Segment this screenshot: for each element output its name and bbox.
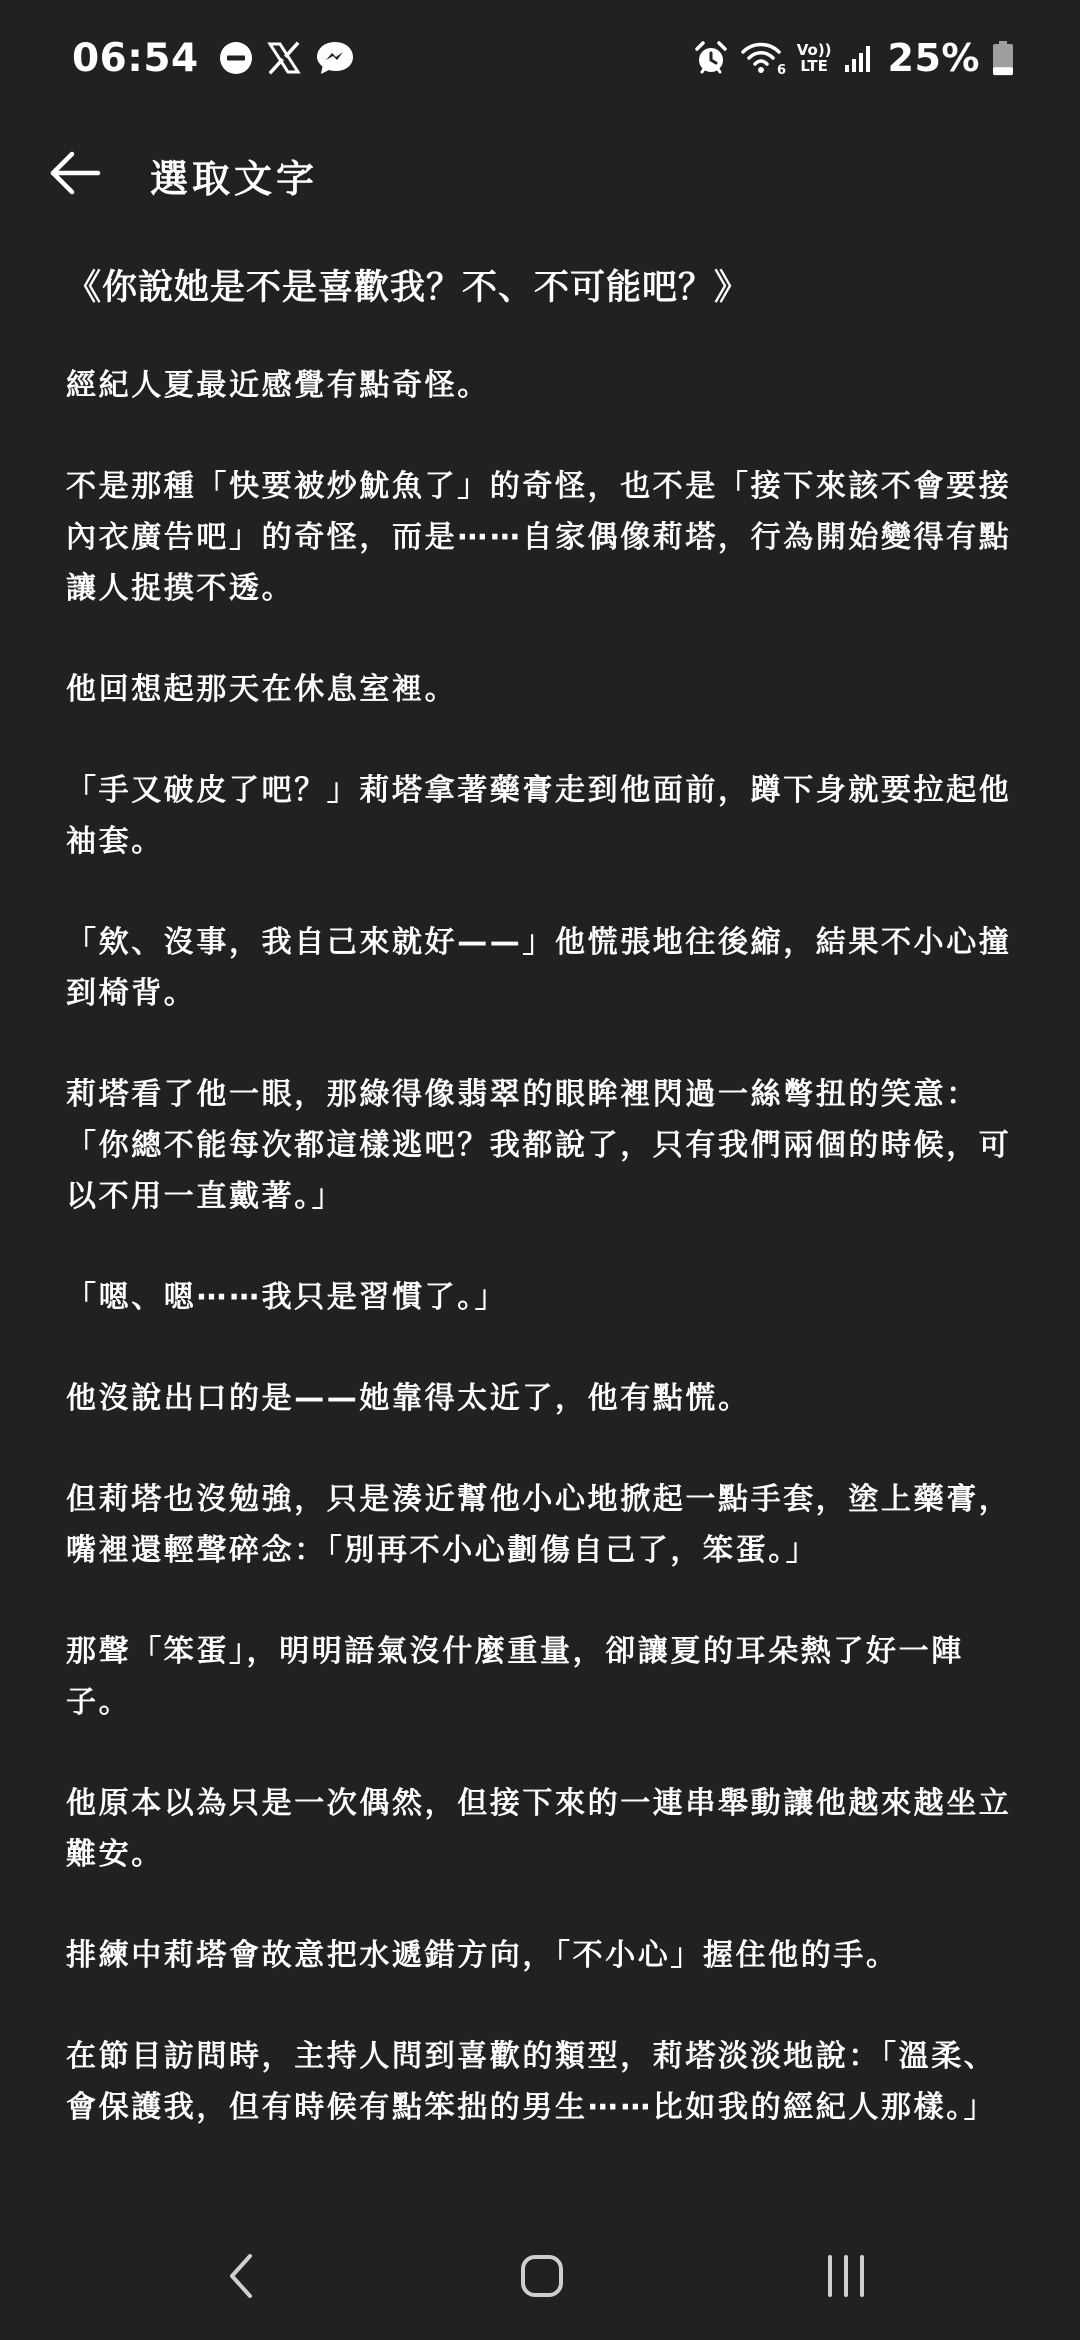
volte-bottom-label: LTE bbox=[800, 57, 828, 75]
battery-percent: 25% bbox=[887, 36, 980, 80]
text-paragraph[interactable]: 「嗯、嗯⋯⋯我只是習慣了。」 bbox=[66, 1280, 508, 1315]
paragraph-list bbox=[66, 360, 1022, 2133]
nav-recents-icon bbox=[824, 2254, 868, 2302]
text-paragraph[interactable]: 但莉塔也沒勉強，只是湊近幫他小心地掀起一點手套，塗上藥膏，嘴裡還輕聲碎念：「別再不小心劃傷自己了，笨蛋。」 bbox=[66, 1482, 1012, 1568]
svg-text:6: 6 bbox=[776, 63, 786, 78]
text-paragraph[interactable]: 不是那種「快要被炒魷魚了」的奇怪，也不是「接下來該不會要接內衣廣告吧」的奇怪，而是⋯⋯自家偶像莉塔，行為開始變得有點讓人捉摸不透。 bbox=[66, 469, 1012, 606]
signal-icon bbox=[844, 42, 876, 74]
text-paragraph[interactable]: 「手又破皮了吧？」莉塔拿著藥膏走到他面前，蹲下身就要拉起他袖套。 bbox=[66, 773, 1012, 859]
selectable-text-area[interactable] bbox=[66, 262, 1022, 2183]
text-paragraph[interactable]: 經紀人夏最近感覺有點奇怪。 bbox=[66, 368, 490, 403]
nav-home-button[interactable] bbox=[482, 2238, 602, 2318]
nav-recents-button[interactable] bbox=[786, 2238, 906, 2318]
volte-top-label: Vo)) bbox=[796, 41, 832, 59]
status-bar-left bbox=[72, 28, 355, 88]
nav-back-icon bbox=[226, 2252, 258, 2304]
text-paragraph[interactable]: 在節目訪問時，主持人問到喜歡的類型，莉塔淡淡地說：「溫柔、會保護我，但有時候有點笨拙的男生⋯⋯比如我的經紀人那樣。」 bbox=[66, 2039, 997, 2125]
status-time: 06:54 bbox=[72, 35, 199, 81]
text-paragraph[interactable]: 他沒說出口的是——她靠得太近了，他有點慌。 bbox=[66, 1381, 751, 1416]
story-title[interactable]: 《你說她是不是喜歡我？不、不可能吧？》 bbox=[66, 268, 751, 308]
text-paragraph[interactable]: 莉塔看了他一眼，那綠得像翡翠的眼眸裡閃過一絲彆扭的笑意：「你總不能每次都這樣逃吧？我都說了，只有我們兩個的時候，可以不用一直戴著。」 bbox=[66, 1077, 1012, 1214]
text-paragraph[interactable]: 那聲「笨蛋」，明明語氣沒什麼重量，卻讓夏的耳朵熱了好一陣子。 bbox=[66, 1634, 964, 1720]
alarm-icon bbox=[693, 40, 729, 76]
app-bar bbox=[0, 118, 1080, 228]
text-paragraph[interactable]: 排練中莉塔會故意把水遞錯方向，「不小心」握住他的手。 bbox=[66, 1938, 899, 1973]
status-bar-right bbox=[693, 28, 1014, 88]
messenger-icon bbox=[315, 40, 355, 76]
volte-icon bbox=[797, 42, 832, 74]
nav-home-icon bbox=[520, 2254, 564, 2302]
text-paragraph[interactable]: 「欸、沒事，我自己來就好——」他慌張地往後縮，結果不小心撞到椅背。 bbox=[66, 925, 1012, 1011]
text-paragraph[interactable]: 他原本以為只是一次偶然，但接下來的一連串舉動讓他越來越坐立難安。 bbox=[66, 1786, 1012, 1872]
status-bar bbox=[0, 0, 1080, 118]
arrow-left-icon bbox=[48, 150, 102, 200]
navigation-bar bbox=[0, 2220, 1080, 2340]
do-not-disturb-icon bbox=[219, 41, 253, 75]
x-app-icon bbox=[267, 41, 301, 75]
back-button[interactable] bbox=[40, 140, 110, 210]
nav-back-button[interactable] bbox=[182, 2238, 302, 2318]
page-title: 選取文字 bbox=[150, 157, 319, 201]
wifi-6-icon bbox=[741, 40, 785, 76]
text-paragraph[interactable]: 他回想起那天在休息室裡。 bbox=[66, 672, 458, 707]
battery-icon bbox=[992, 40, 1014, 76]
